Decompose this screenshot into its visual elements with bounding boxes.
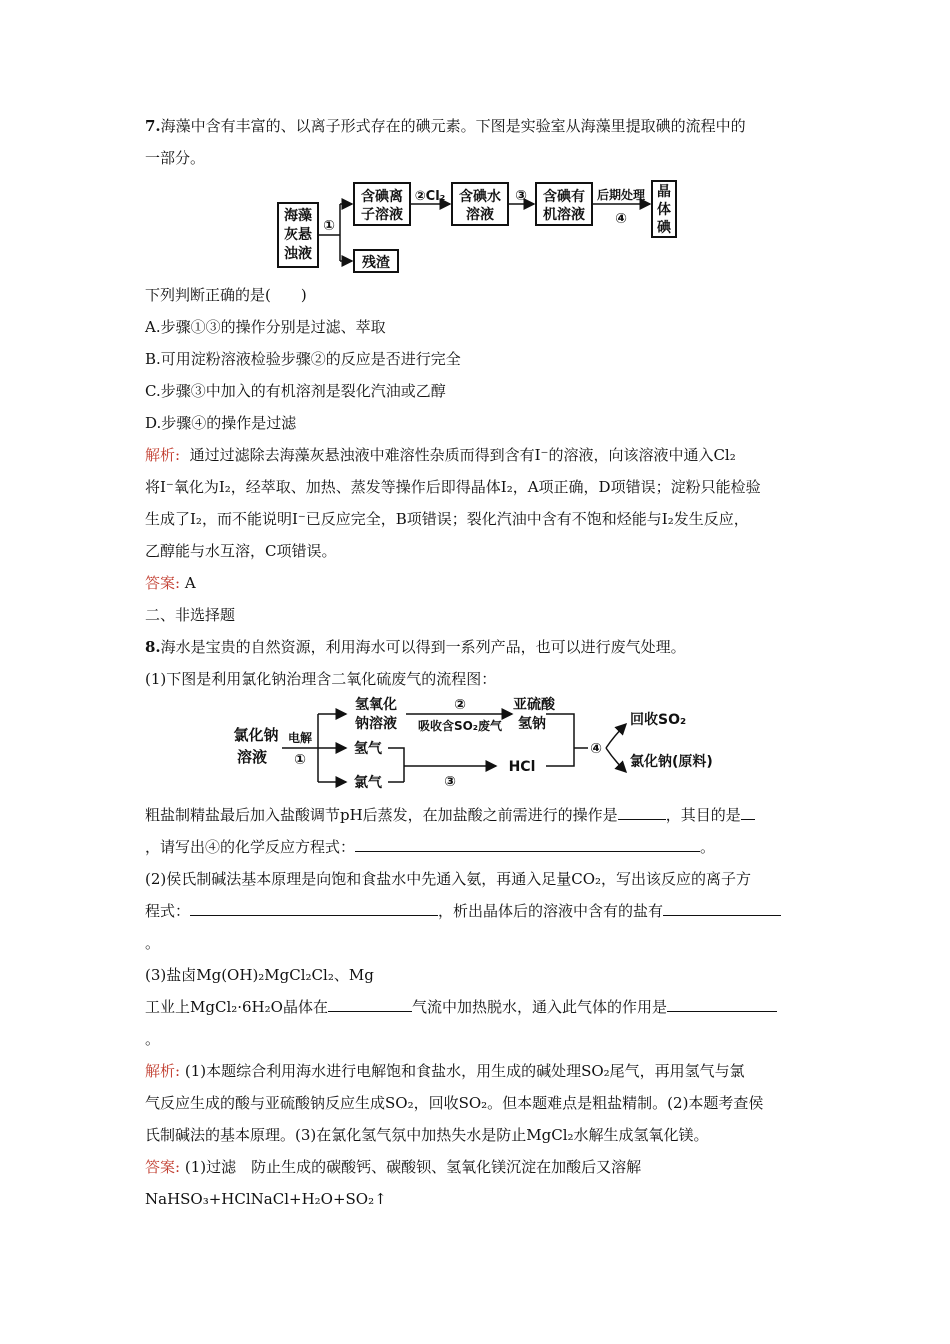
q8-blank-4[interactable] (190, 901, 438, 916)
q8-blank-3[interactable] (355, 837, 700, 852)
flow-step4: ④ (615, 211, 627, 227)
q7-option-c: C.步骤③中加入的有机溶剂是裂化汽油或乙醇 (145, 382, 446, 400)
q8-blank-7[interactable] (667, 997, 777, 1012)
q7-stem-line2: 一部分。 (145, 149, 206, 167)
q8-answer-line1 (145, 1156, 641, 1178)
flow-residue: 残渣 (362, 255, 390, 271)
q7-flow-diagram (270, 178, 690, 278)
flow2-naoh-line1: 氢氧化 (355, 697, 397, 713)
flow2-step1: ① (294, 752, 306, 768)
q8-period-line3: 。 (145, 1030, 161, 1048)
q8-period-line2: 。 (145, 934, 161, 952)
q8-answer-line2: NaHSO₃+HClNaCl+H₂O+SO₂↑ (145, 1190, 387, 1208)
q8-part1: (1)下图是利用氯化钠治理含二氧化硫废气的流程图： (145, 670, 497, 688)
q8-part3-line2 (145, 996, 777, 1018)
q7-stem-line1 (145, 115, 746, 137)
q8-part3-line1: (3)盐卤Mg(OH)₂MgCl₂Cl₂、Mg (145, 966, 374, 984)
q8-part2-a: 程式： (145, 902, 191, 920)
q8-blank-5[interactable] (663, 901, 781, 916)
q8-blank-1[interactable] (618, 805, 666, 820)
flow-ion-line2: 子溶液 (361, 207, 403, 223)
flow-org-line1: 含碘有 (543, 189, 585, 205)
q8-analysis-line2: 气反应生成的酸与亚硫酸钠反应生成SO₂，回收SO₂。但本题难点是粗盐精制。(2)本题考查侯 (145, 1094, 764, 1112)
q7-analysis-line3: 生成了I₂，而不能说明I⁻已反应完全，B项错误；裂化汽油中含有不饱和烃能与I₂发生反应， (145, 510, 749, 528)
q7-number: 7. (145, 117, 161, 135)
flow-start-line2: 灰悬 (284, 227, 312, 243)
flow2-step2: ② (454, 697, 466, 713)
q8-part1-question (145, 804, 755, 826)
q7-answer (145, 572, 196, 594)
q8-number: 8. (145, 638, 161, 656)
flow2-step4: ④ (590, 741, 602, 757)
flow2-hcl: HCl (508, 759, 536, 775)
q8-part1-equation (145, 836, 715, 858)
q7-stem-text: 海藻中含有丰富的、以离子形式存在的碘元素。下图是实验室从海藻里提取碘的流程中的 (160, 117, 746, 135)
flow-step2: ②Cl₂ (414, 189, 446, 204)
q7-analysis-line4: 乙醇能与水互溶，C项错误。 (145, 542, 337, 560)
q7-analysis-text1: 通过过滤除去海藻灰悬浊液中难溶性杂质而得到含有I⁻的溶液，向该溶液中通入Cl₂ (189, 446, 736, 464)
q8-period-1: 。 (700, 838, 716, 856)
flow-crystal-line1: 晶 (657, 184, 671, 200)
flow-water-line2: 溶液 (466, 207, 494, 223)
q8-part1-q-b: ，其目的是 (665, 806, 741, 824)
q8-answer-label: 答案: (145, 1158, 181, 1176)
q8-flow-diagram (228, 696, 728, 800)
flow-start-line3: 浊液 (284, 246, 312, 262)
flow2-cl2: 氯气 (354, 775, 382, 791)
q8-blank-2[interactable] (741, 805, 755, 820)
flow2-step3: ③ (444, 774, 456, 790)
flow2-h2: 氢气 (354, 741, 382, 757)
flow2-start-line1: 氯化钠 (233, 726, 279, 744)
flow-crystal-line3: 碘 (657, 220, 671, 236)
q8-analysis-text1: (1)本题综合利用海水进行电解饱和食盐水，用生成的碱处理SO₂尾气，再用氢气与氯 (184, 1062, 745, 1080)
q7-answer-value: A (184, 574, 196, 592)
q8-stem-text: 海水是宝贵的自然资源，利用海水可以得到一系列产品，也可以进行废气处理。 (160, 638, 686, 656)
flow-step3: ③ (515, 188, 527, 204)
q8-analysis-line1 (145, 1060, 745, 1082)
q8-part1-q-a: 粗盐制精盐最后加入盐酸调节pH后蒸发，在加盐酸之前需进行的操作是 (145, 806, 618, 824)
q8-part2-line1: (2)侯氏制碱法基本原理是向饱和食盐水中先通入氨，再通入足量CO₂，写出该反应的离子方 (145, 870, 752, 888)
flow-water-line1: 含碘水 (459, 189, 501, 205)
flow2-nahso3-line2: 氢钠 (518, 716, 546, 732)
q8-part2-b: ，析出晶体后的溶液中含有的盐有 (438, 902, 664, 920)
flow-ion-line1: 含碘离 (361, 189, 403, 205)
q8-part3-a: 工业上MgCl₂·6H₂O晶体在 (145, 998, 328, 1016)
section-heading: 二、非选择题 (145, 606, 236, 624)
flow-step1: ① (323, 218, 335, 234)
q8-analysis-line3: 氏制碱法的基本原理。(3)在氯化氢气氛中加热失水是防止MgCl₂水解生成氢氧化镁。 (145, 1126, 709, 1144)
flow2-start-line2: 溶液 (236, 748, 268, 766)
flow2-so2: 回收SO₂ (630, 712, 687, 728)
flow-start-line1: 海藻 (284, 208, 312, 224)
q7-option-b: B.可用淀粉溶液检验步骤②的反应是否进行完全 (145, 350, 461, 368)
q7-option-d: D.步骤④的操作是过滤 (145, 414, 297, 432)
q7-option-a: A.步骤①③的操作分别是过滤、萃取 (145, 318, 386, 336)
q7-analysis-label: 解析: (145, 446, 181, 464)
q7-analysis-line2: 将I⁻氧化为I₂，经萃取、加热、蒸发等操作后即得晶体I₂，A项正确，D项错误；淀粉只能检验 (145, 478, 761, 496)
flow-crystal-line2: 体 (657, 202, 671, 218)
q8-analysis-label: 解析: (145, 1062, 181, 1080)
flow2-nacl: 氯化钠(原料) (630, 754, 713, 770)
flow2-nahso3-line1: 亚硫酸 (513, 697, 555, 713)
flow-org-line2: 机溶液 (543, 207, 585, 223)
q7-answer-label: 答案: (145, 574, 181, 592)
q8-part2-line2 (145, 900, 781, 922)
flow-step4-label: 后期处理 (596, 188, 646, 202)
q7-analysis-line1 (145, 444, 736, 466)
flow2-elec: 电解 (287, 731, 313, 745)
q7-prompt: 下列判断正确的是( ) (145, 286, 307, 304)
q8-part1-q-c: ，请写出④的化学反应方程式： (145, 838, 356, 856)
q8-blank-6[interactable] (328, 997, 412, 1012)
q8-answer-text1: (1)过滤 防止生成的碳酸钙、碳酸钡、氢氧化镁沉淀在加酸后又溶解 (184, 1158, 642, 1176)
flow2-absorb: 吸收含SO₂废气 (417, 719, 503, 733)
q8-part3-b: 气流中加热脱水，通入此气体的作用是 (411, 998, 667, 1016)
flow2-naoh-line2: 钠溶液 (355, 716, 397, 732)
q8-stem (145, 636, 686, 658)
